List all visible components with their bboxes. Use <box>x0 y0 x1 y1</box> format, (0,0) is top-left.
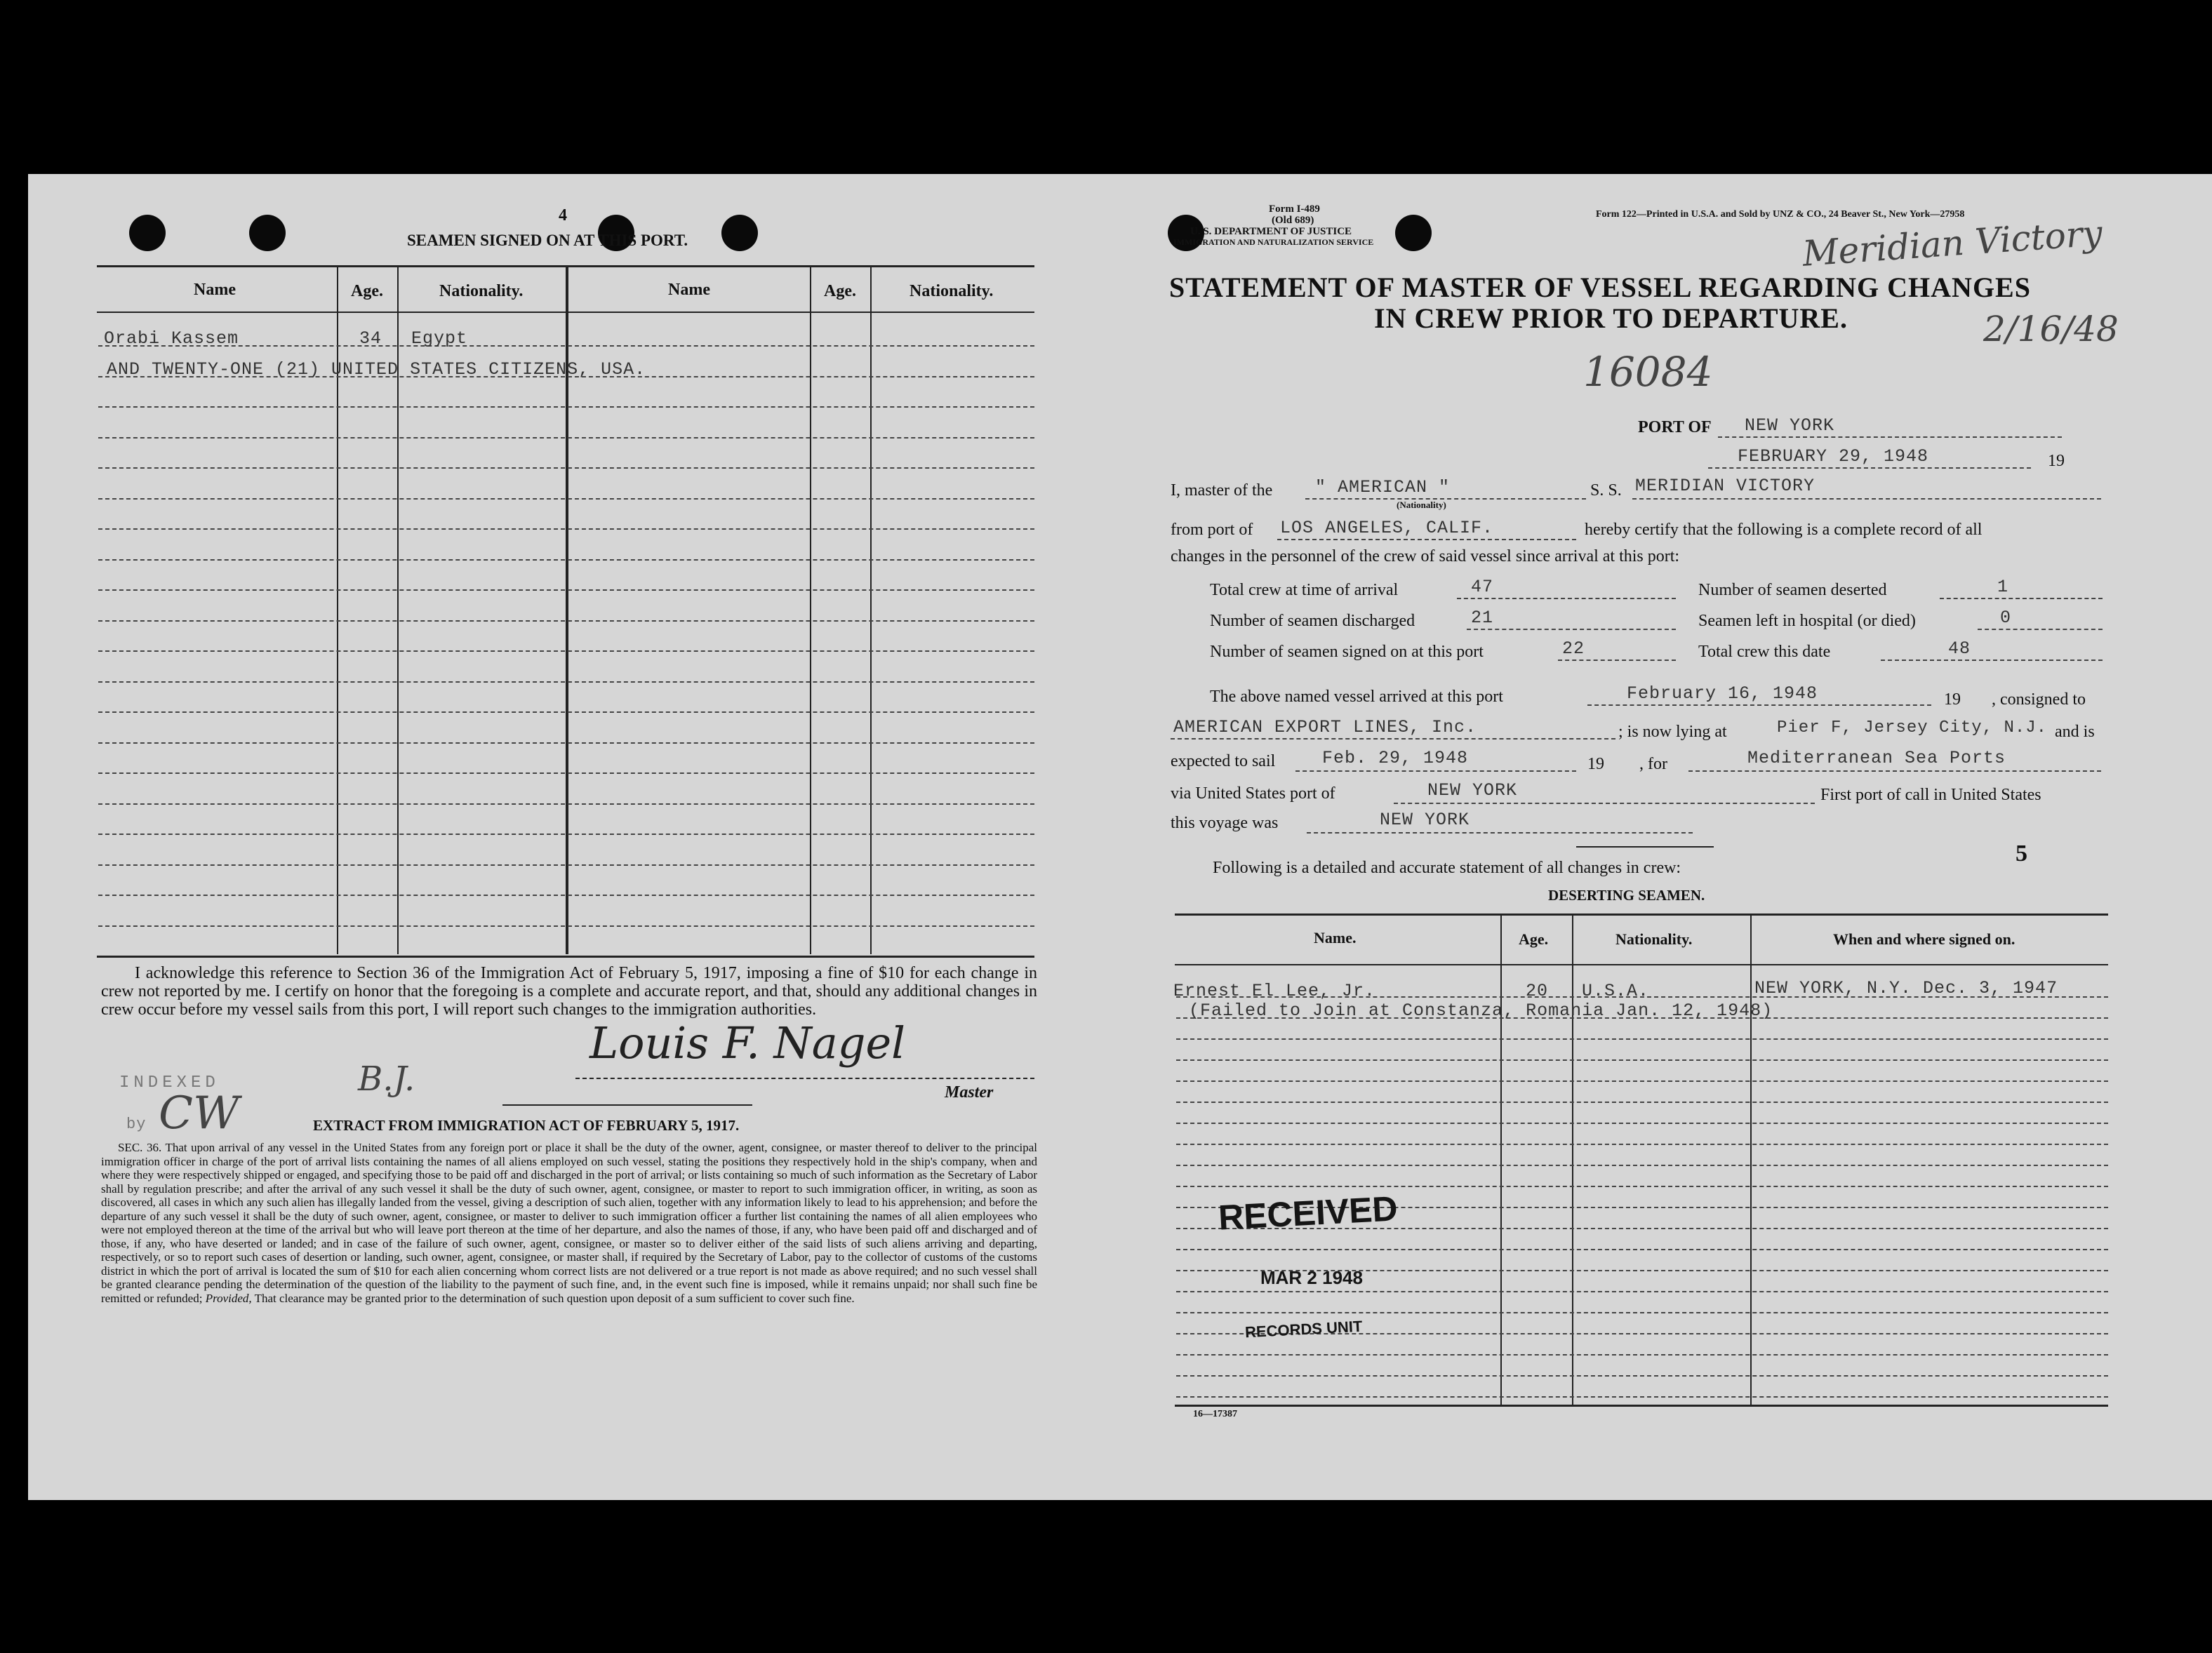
deserting-row-name: Ernest El Lee, Jr. <box>1173 981 1376 1001</box>
footer-code: 16—17387 <box>1193 1409 1237 1419</box>
certify-text: hereby certify that the following is a complete record of all <box>1585 521 1983 539</box>
deserting-title: DESERTING SEAMEN. <box>1548 887 1705 904</box>
deserting-ruled-line <box>1176 1249 2108 1250</box>
date-value: FEBRUARY 29, 1948 <box>1738 446 1929 467</box>
deserting-divider <box>1572 914 1573 1405</box>
master-label: Master <box>945 1083 994 1102</box>
deserting-ruled-line <box>1176 1059 2108 1061</box>
signature: Louis F. Nagel <box>589 1017 905 1069</box>
from-port-line <box>1277 539 1576 540</box>
signature-line <box>575 1078 1034 1079</box>
col-header-age: Age. <box>351 282 383 300</box>
col-header-age-2: Age. <box>824 282 856 300</box>
section-title: SEAMEN SIGNED ON AT THIS PORT. <box>407 232 688 249</box>
table-ruled-line <box>98 406 1034 408</box>
stat-hospital-label: Seamen left in hospital (or died) <box>1698 612 1916 630</box>
section-provided: Provided, <box>205 1291 252 1305</box>
table-ruled-line <box>98 834 1034 835</box>
table-row-age: 34 <box>359 328 382 349</box>
initials-2: B.J. <box>358 1059 415 1099</box>
for-line <box>1688 770 2101 772</box>
extract-title: EXTRACT FROM IMMIGRATION ACT OF FEBRUARY 5, 1917. <box>313 1117 740 1134</box>
deserting-row-age: 20 <box>1526 981 1549 1001</box>
table-ruled-line <box>98 345 1034 347</box>
table-ruled-line <box>98 742 1034 744</box>
lying-value: Pier F, Jersey City, N.J. <box>1777 718 2048 737</box>
table-row-nationality: Egypt <box>411 328 468 349</box>
arrived-line <box>1587 704 1931 706</box>
master-prefix: I, master of the <box>1171 481 1273 500</box>
consigned-label: , consigned to <box>1992 690 2086 709</box>
via-value: NEW YORK <box>1427 780 1518 801</box>
stat-total-now-label: Total crew this date <box>1698 643 1831 661</box>
from-port-label: from port of <box>1171 521 1253 539</box>
via-line <box>1394 803 1815 804</box>
table-ruled-line <box>98 803 1034 805</box>
table-ruled-line <box>98 559 1034 561</box>
punch-hole <box>1395 215 1432 251</box>
stat-discharged: 21 <box>1471 608 1494 628</box>
deserting-ruled-line <box>1176 1186 2108 1187</box>
following-text: Following is a detailed and accurate statement of all changes in crew: <box>1213 859 1681 877</box>
and-is: and is <box>2055 723 2095 741</box>
form-number: Form I-489 <box>1269 203 1320 215</box>
consignee-value: AMERICAN EXPORT LINES, Inc. <box>1173 717 1477 737</box>
table-ruled-line <box>98 650 1034 652</box>
deserting-ruled-line <box>1176 1038 2108 1040</box>
form-title-line1: STATEMENT OF MASTER OF VESSEL REGARDING CHANGES <box>1169 272 2031 303</box>
deserting-ruled-line <box>1176 1165 2108 1166</box>
stat-total-arrival-label: Total crew at time of arrival <box>1210 581 1399 599</box>
table-row-name: Orabi Kassem <box>104 328 239 349</box>
arrived-text: The above named vessel arrived at this port <box>1210 688 1503 706</box>
table-ruled-line <box>98 925 1034 927</box>
department: U. S. DEPARTMENT OF JUSTICE <box>1190 226 1352 237</box>
service: IMMIGRATION AND NATURALIZATION SERVICE <box>1173 237 1374 247</box>
stat-total-arrival: 47 <box>1471 577 1494 597</box>
stat-total-now: 48 <box>1948 638 1971 659</box>
ship-line <box>1632 498 2101 500</box>
deserting-col-name: Name. <box>1314 929 1357 946</box>
from-port-value: LOS ANGELES, CALIF. <box>1280 518 1494 538</box>
table-ruled-line <box>98 772 1034 774</box>
extract-rule <box>502 1104 752 1106</box>
count-mark: 5 <box>2016 841 2027 866</box>
nationality-value: " AMERICAN " <box>1315 477 1451 497</box>
voyage-line <box>1307 832 1693 834</box>
voyage-label: this voyage was <box>1171 814 1279 832</box>
table-ruled-line <box>98 467 1034 469</box>
deserting-ruled-line <box>1176 1375 2108 1377</box>
deserting-header-rule <box>1175 964 2108 965</box>
deserting-col-signed: When and where signed on. <box>1833 930 2016 948</box>
port-value: NEW YORK <box>1745 415 1835 436</box>
stat-line <box>1940 598 2103 599</box>
deserting-ruled-line <box>1176 1291 2108 1292</box>
table-ruled-line <box>98 895 1034 896</box>
punch-hole <box>721 215 758 251</box>
deserting-col-age: Age. <box>1519 930 1549 948</box>
stat-line <box>1978 629 2103 630</box>
ss-label: S. S. <box>1590 481 1622 500</box>
deserting-ruled-line <box>1176 1144 2108 1145</box>
by-stamp: by <box>126 1116 147 1133</box>
stat-deserted: 1 <box>1997 577 2009 597</box>
date-line <box>1708 467 2031 469</box>
sail-line <box>1295 770 1576 772</box>
acknowledgement-text: I acknowledge this reference to Section 36 of the Immigration Act of February 5, 1917, imposing a fine of $10 for each change in crew not reported by me. I certify on honor that the foregoing is a complete and accurate report, and that, should any additional changes in crew occur before my vessel sails from this port, I will report such changes to the immigration authorities. <box>101 964 1037 1019</box>
punch-hole <box>129 215 166 251</box>
stat-deserted-label: Number of seamen deserted <box>1698 581 1887 599</box>
handwritten-vessel: Meridian Victory <box>1801 213 2104 274</box>
form-old: (Old 689) <box>1272 215 1314 226</box>
deserting-bottom-rule <box>1175 1405 2108 1407</box>
col-header-nationality-2: Nationality. <box>910 282 994 300</box>
col-header-nationality: Nationality. <box>439 282 524 300</box>
stat-line <box>1467 629 1676 630</box>
deserting-row-signed: NEW YORK, N.Y. Dec. 3, 1947 <box>1754 978 2058 998</box>
sail-label: expected to sail <box>1171 752 1276 770</box>
stat-line <box>1881 660 2103 661</box>
table-ruled-line <box>98 437 1034 439</box>
section-body: That upon arrival of any vessel in the United States from any foreign port or place it shall be the duty of the owner, agent, consignee, or master thereof to deliver to the principal immigration officer in charge of the port of arrival lists containing the names of all aliens employed on such vessel, stating the positions they respectively hold in the ship's company, when and where they were respectively shipped or engaged, and specifying those to be paid off and discharged in the port of arrival; or lists containing so much of such information as the Secretary of Labor shall by regulation prescribe; and after the arrival of any such vessel it shall be the duty of such owner, agent, consignee, or master to report to such immigration officer, in writing, as soon as discovered, all cases in which any such alien has illegally landed from the vessel, giving a description of such alien, together with any information likely to lead to his apprehension; and before the departure of any such vessel it shall be the duty of such owner, agent, consignee, or master to deliver to such immigration officer a further list containing the names of all alien employees who were not employed thereon at the time of the arrival but who will leave port thereon at the time of her departure, and also the names of those, if any, who have been paid off and discharged and of those, if any, who have deserted or landed; and in case of the failure of such owner, agent, consignee, or master so to deliver either of the said lists of such aliens arriving and departing, respectively, or so to report such cases of desertion or landing, such owner, agent, consignee, or master shall, if required by the Secretary of Labor, pay to the collector of customs of the customs district in which the port of arrival is located the sum of $10 for each alien concerning whom correct lists are not delivered or a true report is not made as above required; and no such vessel shall be granted clearance pending the determination of the question of the liability to the payment of such fine, and, in the event such fine is imposed, while it remains unpaid; nor shall such fine be remitted or refunded; <box>101 1141 1037 1305</box>
page-number: 4 <box>559 206 567 225</box>
deserting-row-nationality: U.S.A. <box>1582 981 1650 1001</box>
col-divider <box>870 265 872 954</box>
arrived-value: February 16, 1948 <box>1627 683 1818 704</box>
table-ruled-line <box>98 528 1034 530</box>
stat-line <box>1457 598 1676 599</box>
consignee-line <box>1171 738 1615 740</box>
received-stamp-unit: RECORDS UNIT <box>1244 1317 1363 1341</box>
section-tail: That clearance may be granted prior to the determination of such question upon deposit of a sum sufficient to cover such fine. <box>254 1291 855 1305</box>
via-label: via United States port of <box>1171 784 1335 803</box>
table-ruled-line <box>98 711 1034 713</box>
port-label: PORT OF <box>1638 418 1712 436</box>
form-title-line2: IN CREW PRIOR TO DEPARTURE. <box>1374 302 1848 334</box>
deserting-divider <box>1500 914 1502 1405</box>
deserting-ruled-line <box>1176 1354 2108 1356</box>
deserting-ruled-line <box>1176 1396 2108 1398</box>
deserting-ruled-line <box>1176 1312 2108 1313</box>
voyage-value: NEW YORK <box>1380 810 1470 830</box>
deserting-note: (Failed to Join at Constanza, Romania Jan. 12, 1948) <box>1189 1001 1773 1021</box>
table-ruled-line <box>98 589 1034 591</box>
stat-line <box>1558 660 1676 661</box>
table-row-note: AND TWENTY-ONE (21) UNITED STATES CITIZENS, USA. <box>107 359 646 380</box>
deserting-top-rule <box>1175 914 2108 916</box>
col-header-name: Name <box>194 281 236 299</box>
table-ruled-line <box>98 864 1034 866</box>
stat-hospital: 0 <box>2000 608 2012 628</box>
year-suffix: 19 <box>2048 452 2065 470</box>
received-stamp: RECEIVED <box>1217 1189 1399 1238</box>
port-line <box>1718 436 2062 438</box>
section-label: SEC. 36. <box>118 1141 162 1154</box>
table-ruled-line <box>98 498 1034 500</box>
first-call-label: First port of call in United States <box>1820 786 2041 804</box>
col-header-name-2: Name <box>668 281 710 299</box>
sail-value: Feb. 29, 1948 <box>1322 748 1469 768</box>
table-ruled-line <box>98 620 1034 622</box>
stat-signed-on: 22 <box>1562 638 1585 659</box>
arrived-year: 19 <box>1944 690 1961 709</box>
col-divider <box>810 265 811 954</box>
for-label: , for <box>1639 755 1667 773</box>
punch-hole <box>249 215 286 251</box>
deserting-ruled-line <box>1176 1123 2108 1124</box>
handwritten-number: 16084 <box>1583 348 1713 396</box>
ship-value: MERIDIAN VICTORY <box>1635 476 1815 496</box>
certify-text-2: changes in the personnel of the crew of said vessel since arrival at this port: <box>1171 547 1680 566</box>
table-ruled-line <box>98 681 1034 683</box>
printer-line: Form 122—Printed in U.S.A. and Sold by UNZ & CO., 24 Beaver St., New York—27958 <box>1596 209 1965 220</box>
sail-year: 19 <box>1587 755 1604 773</box>
lying-label: ; is now lying at <box>1618 723 1727 741</box>
voyage-underline <box>1576 846 1714 848</box>
deserting-divider <box>1750 914 1752 1405</box>
nationality-caption: (Nationality) <box>1397 500 1446 510</box>
handwritten-date: 2/16/48 <box>1983 309 2119 349</box>
indexed-stamp: INDEXED <box>119 1073 220 1092</box>
deserting-ruled-line <box>1176 1102 2108 1103</box>
stat-signed-on-label: Number of seamen signed on at this port <box>1210 643 1484 661</box>
table-bottom-rule <box>97 956 1034 958</box>
for-value: Mediterranean Sea Ports <box>1747 748 2006 768</box>
nationality-line <box>1305 498 1586 500</box>
deserting-ruled-line <box>1176 1080 2108 1082</box>
received-stamp-date: MAR 2 1948 <box>1260 1267 1363 1288</box>
initials: CW <box>159 1088 239 1139</box>
section-36-text <box>101 1141 1037 1305</box>
deserting-col-nationality: Nationality. <box>1615 930 1693 948</box>
stat-discharged-label: Number of seamen discharged <box>1210 612 1415 630</box>
